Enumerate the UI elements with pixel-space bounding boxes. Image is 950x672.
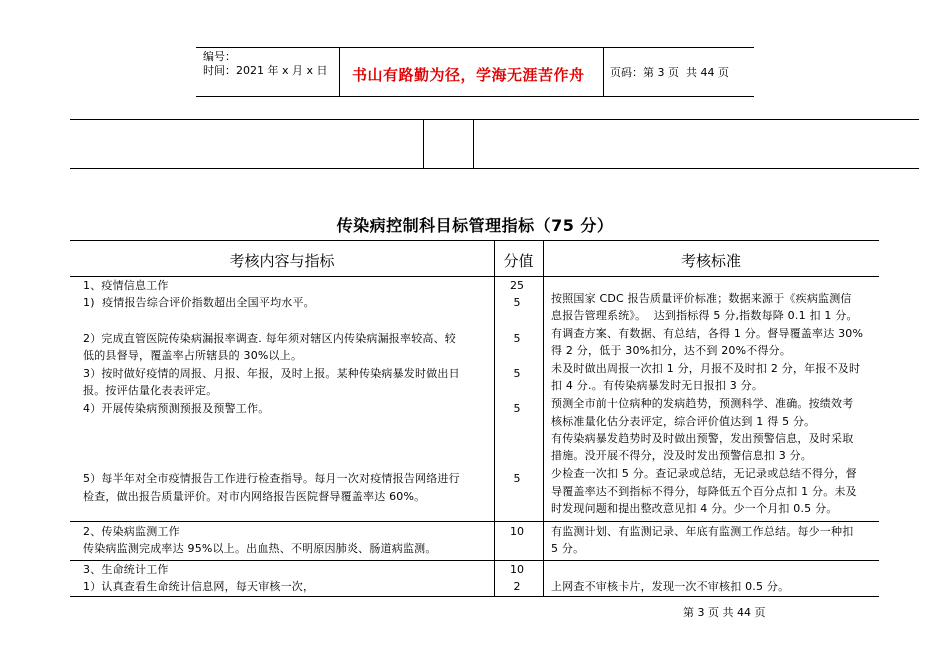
row1-content-line: 4）开展传染病预测预报及预警工作。 <box>83 402 270 415</box>
row1-content-line: 1、疫情信息工作 <box>83 279 169 292</box>
row1-score: 25 <box>510 279 524 292</box>
page-label: 页码：第 3 页 共 44 页 <box>610 66 729 79</box>
serial-label: 编号： <box>203 50 236 63</box>
row1-score: 5 <box>513 472 521 485</box>
strip-divider-left <box>423 119 424 168</box>
strip-divider-right <box>473 119 474 168</box>
row3-content-line: 3、生命统计工作 <box>83 563 169 576</box>
header-top-rule <box>196 47 754 48</box>
header-bottom-rule <box>196 96 754 97</box>
row2-standard-line: 有监测计划、有监测记录、年底有监测工作总结。每少一种扣 <box>551 525 854 538</box>
footer-page-number: 第 3 页 共 44 页 <box>683 606 766 619</box>
row1-standard-line: 按照国家 CDC 报告质量评价标准；数据来源于《疾病监测信 <box>551 292 852 305</box>
row1-score: 5 <box>513 367 521 380</box>
row1-standard-line: 扣 4 分.。有传染病暴发时无日报扣 3 分。 <box>551 379 764 392</box>
row1-content-line: 低的县督导，覆盖率占所辖县的 30%以上。 <box>83 349 303 362</box>
time-label: 时间：2021 年 x 月 x 日 <box>203 64 328 77</box>
row2-score: 10 <box>510 525 524 538</box>
motto: 书山有路勤为径，学海无涯苦作舟 <box>352 66 585 84</box>
table-bottom-rule <box>70 596 879 597</box>
row3-standard-line: 上网查不审核卡片，发现一次不审核扣 0.5 分。 <box>551 580 790 593</box>
strip-top-rule <box>70 119 919 120</box>
row1-content-line: 报。按评估量化表表评定。 <box>83 384 218 397</box>
row1-standard-line: 息报告管理系统》。 达到指标得 5 分,指数每降 0.1 扣 1 分。 <box>551 309 858 322</box>
row2-content-line: 2、传染病监测工作 <box>83 525 180 538</box>
table-header-rule <box>70 276 879 277</box>
row1-bottom-rule <box>70 521 879 522</box>
page-title: 传染病控制科目标管理指标（75 分） <box>336 216 614 235</box>
row1-content-line: 5）每半年对全市疫情报告工作进行检查指导。每月一次对疫情报告网络进行 <box>83 472 460 485</box>
row1-score: 5 <box>513 332 521 345</box>
row2-standard-line: 5 分。 <box>551 542 585 555</box>
row1-standard-line: 少检查一次扣 5 分。查记录或总结，无记录或总结不得分，督 <box>551 467 857 480</box>
table-top-rule <box>70 240 879 241</box>
strip-bottom-rule <box>70 168 919 169</box>
row1-score: 5 <box>513 402 521 415</box>
col-header-score: 分值 <box>503 252 534 270</box>
row1-standard-line: 核标准量化估分表评定，综合评价值达到 1 得 5 分。 <box>551 415 816 428</box>
row1-score: 5 <box>513 296 521 309</box>
header-divider-left <box>339 47 340 96</box>
row2-content-line: 传染病监测完成率达 95%以上。出血热、不明原因肺炎、肠道病监测。 <box>83 542 437 555</box>
row1-standard-line: 未及时做出周报一次扣 1 分，月报不及时扣 2 分，年报不及时 <box>551 362 861 375</box>
header-divider-right <box>603 47 604 96</box>
row1-standard-line: 有传染病暴发趋势时及时做出预警，发出预警信息，及时采取 <box>551 432 854 445</box>
row1-standard-line: 有调查方案、有数据、有总结，各得 1 分。督导覆盖率达 30% <box>551 327 864 340</box>
row1-standard-line: 预测全市前十位病种的发病趋势，预测科学、准确。按绩效考 <box>551 397 854 410</box>
row1-standard-line: 得 2 分，低于 30%扣分，达不到 20%不得分。 <box>551 344 792 357</box>
row3-score: 10 <box>510 563 524 576</box>
row3-content-line: 1）认真查看生命统计信息网，每天审核一次， <box>83 580 315 593</box>
row1-standard-line: 时发现问题和提出整改意见扣 4 分。少一个月扣 0.5 分。 <box>551 502 838 515</box>
col-header-content: 考核内容与指标 <box>229 252 335 270</box>
row1-standard-line: 导覆盖率达不到指标不得分，每降低五个百分点扣 1 分。未及 <box>551 485 857 498</box>
row1-standard-line: 措施。没开展不得分，没及时发出预警信息扣 3 分。 <box>551 449 812 462</box>
row2-bottom-rule <box>70 560 879 561</box>
row1-content-line: 1) 疫情报告综合评价指数超出全国平均水平。 <box>83 296 315 309</box>
col-divider-2 <box>543 240 544 596</box>
row3-score: 2 <box>513 580 521 593</box>
row1-content-line: 3）按时做好疫情的周报、月报、年报，及时上报。某种传染病暴发时做出日 <box>83 367 460 380</box>
row1-content-line: 2）完成直管医院传染病漏报率调查. 每年须对辖区内传染病漏报率较高、较 <box>83 332 456 345</box>
col-header-standard: 考核标准 <box>680 252 741 270</box>
row1-content-line: 检查，做出报告质量评价。对市内网络报告医院督导覆盖率达 60%。 <box>83 490 426 503</box>
